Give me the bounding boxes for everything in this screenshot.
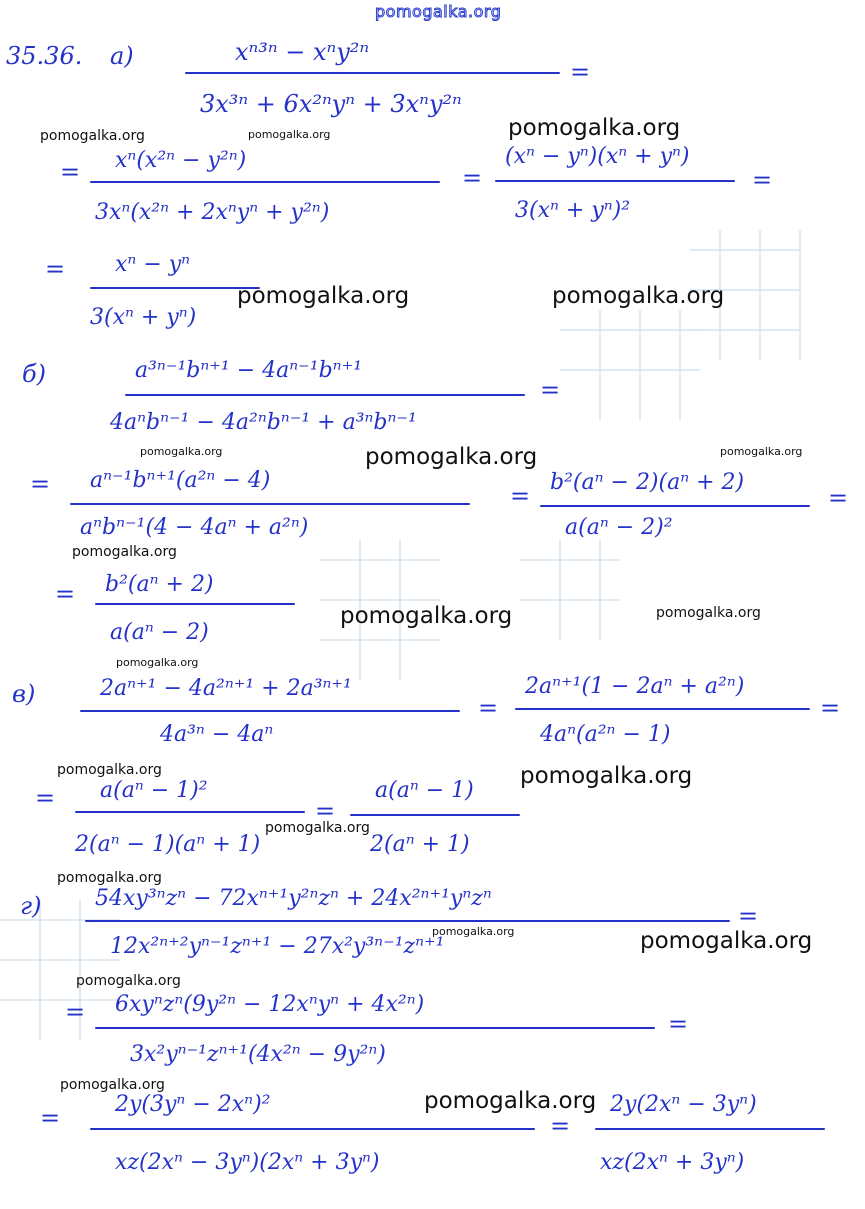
fraction-bar [70,503,470,505]
watermark: pomogalka.org [720,445,803,458]
part-d-l3-denominator-1: xz(2xⁿ − 3yⁿ)(2xⁿ + 3yⁿ) [115,1150,380,1175]
watermark: pomogalka.org [57,762,162,778]
part-c-l1-denominator-2: 4aⁿ(a²ⁿ − 1) [540,722,671,747]
equals-sign: = [550,1112,571,1140]
equals-sign: = [540,376,561,404]
part-a-l2-denominator-1: 3xⁿ(x²ⁿ + 2xⁿyⁿ + y²ⁿ) [95,200,330,225]
fraction-bar [125,394,525,396]
watermark: pomogalka.org [140,445,223,458]
watermark: pomogalka.org [265,820,370,836]
part-a-l3-numerator: xⁿ − yⁿ [115,252,191,277]
part-b-l2-numerator-2: b²(aⁿ − 2)(aⁿ + 2) [550,470,745,495]
watermark: pomogalka.org [116,656,199,669]
watermark: pomogalka.org [520,763,693,789]
equals-sign: = [40,1104,61,1132]
watermark: pomogalka.org [237,283,410,309]
part-b-l1-denominator: 4aⁿbⁿ⁻¹ − 4a²ⁿbⁿ⁻¹ + a³ⁿbⁿ⁻¹ [110,410,417,435]
part-c-label: в) [12,680,36,708]
part-b-l2-denominator-2: a(aⁿ − 2)² [565,515,673,540]
watermark: pomogalka.org [72,544,177,560]
part-a-label: а) [110,42,134,70]
equals-sign: = [315,797,336,825]
part-b-l3-denominator: a(aⁿ − 2) [110,620,209,645]
equals-sign: = [570,58,591,86]
equals-sign: = [65,998,86,1026]
watermark: pomogalka.org [640,928,813,954]
part-d-l2-denominator: 3x²yⁿ⁻¹zⁿ⁺¹(4x²ⁿ − 9y²ⁿ) [130,1042,386,1067]
equals-sign: = [738,902,759,930]
watermark: pomogalka.org [40,128,145,144]
part-c-l2-denominator-2: 2(aⁿ + 1) [370,832,470,857]
watermark: pomogalka.org [248,128,331,141]
equals-sign: = [35,784,56,812]
equals-sign: = [820,694,841,722]
fraction-bar [185,72,560,74]
watermark: pomogalka.org [432,925,515,938]
part-c-l2-numerator-1: a(aⁿ − 1)² [100,778,208,803]
part-b-l1-numerator: a³ⁿ⁻¹bⁿ⁺¹ − 4aⁿ⁻¹bⁿ⁺¹ [135,358,363,383]
equals-sign: = [668,1010,689,1038]
equals-sign: = [30,470,51,498]
watermark: pomogalka.org [57,870,162,886]
part-d-l2-numerator: 6xyⁿzⁿ(9y²ⁿ − 12xⁿyⁿ + 4x²ⁿ) [115,992,425,1017]
part-c-l1-numerator: 2aⁿ⁺¹ − 4a²ⁿ⁺¹ + 2a³ⁿ⁺¹ [100,676,352,701]
equals-sign: = [510,482,531,510]
watermark: pomogalka.org [340,603,513,629]
watermark: pomogalka.org [365,444,538,470]
equals-sign: = [752,166,773,194]
fraction-bar [90,181,440,183]
fraction-bar [515,708,810,710]
part-b-label: б) [22,360,47,388]
part-d-l3-numerator-2: 2y(2xⁿ − 3yⁿ) [610,1092,757,1117]
part-a-l2-denominator-2: 3(xⁿ + yⁿ)² [515,198,631,223]
problem-number: 35.36. [6,42,83,70]
equals-sign: = [478,694,499,722]
part-c-l2-numerator-2: a(aⁿ − 1) [375,778,474,803]
equals-sign: = [462,164,483,192]
part-b-l2-denominator-1: aⁿbⁿ⁻¹(4 − 4aⁿ + a²ⁿ) [80,515,309,540]
equals-sign: = [55,580,76,608]
part-a-l2-numerator-2: (xⁿ − yⁿ)(xⁿ + yⁿ) [505,144,690,169]
part-c-l1-denominator: 4a³ⁿ − 4aⁿ [160,722,274,747]
part-d-l3-numerator-1: 2y(3yⁿ − 2xⁿ)² [115,1092,271,1117]
part-a-l1-denominator: 3x³ⁿ + 6x²ⁿyⁿ + 3xⁿy²ⁿ [200,90,462,118]
fraction-bar [85,920,730,922]
part-a-l1-numerator: xⁿ³ⁿ − xⁿy²ⁿ [235,38,370,66]
watermark: pomogalka.org [508,115,681,141]
watermark: pomogalka.org [76,973,181,989]
equals-sign: = [828,484,849,512]
part-d-label: г) [20,892,42,920]
part-c-l2-denominator-1: 2(aⁿ − 1)(aⁿ + 1) [75,832,261,857]
fraction-bar [595,1128,825,1130]
part-b-l2-numerator-1: aⁿ⁻¹bⁿ⁺¹(a²ⁿ − 4) [90,468,271,493]
fraction-bar [540,505,810,507]
equals-sign: = [60,158,81,186]
watermark: pomogalka.org [552,283,725,309]
part-b-l3-numerator: b²(aⁿ + 2) [105,572,214,597]
part-d-l3-denominator-2: xz(2xⁿ + 3yⁿ) [600,1150,745,1175]
watermark: pomogalka.org [656,605,761,621]
part-c-l1-numerator-2: 2aⁿ⁺¹(1 − 2aⁿ + a²ⁿ) [525,674,745,699]
top-watermark: pomogalka.org [375,2,502,21]
watermark: pomogalka.org [60,1077,165,1093]
fraction-bar [495,180,735,182]
fraction-bar [95,1027,655,1029]
part-a-l2-numerator-1: xⁿ(x²ⁿ − y²ⁿ) [115,148,247,173]
fraction-bar [90,1128,535,1130]
watermark: pomogalka.org [424,1088,597,1114]
fraction-bar [75,811,305,813]
part-a-l3-denominator: 3(xⁿ + yⁿ) [90,305,197,330]
fraction-bar [95,603,295,605]
fraction-bar [90,287,260,289]
fraction-bar [350,814,520,816]
fraction-bar [80,710,460,712]
equals-sign: = [45,255,66,283]
part-d-l1-numerator: 54xy³ⁿzⁿ − 72xⁿ⁺¹y²ⁿzⁿ + 24x²ⁿ⁺¹yⁿzⁿ [95,886,492,911]
part-d-l1-denominator: 12x²ⁿ⁺²yⁿ⁻¹zⁿ⁺¹ − 27x²y³ⁿ⁻¹zⁿ⁺¹ [110,934,445,959]
